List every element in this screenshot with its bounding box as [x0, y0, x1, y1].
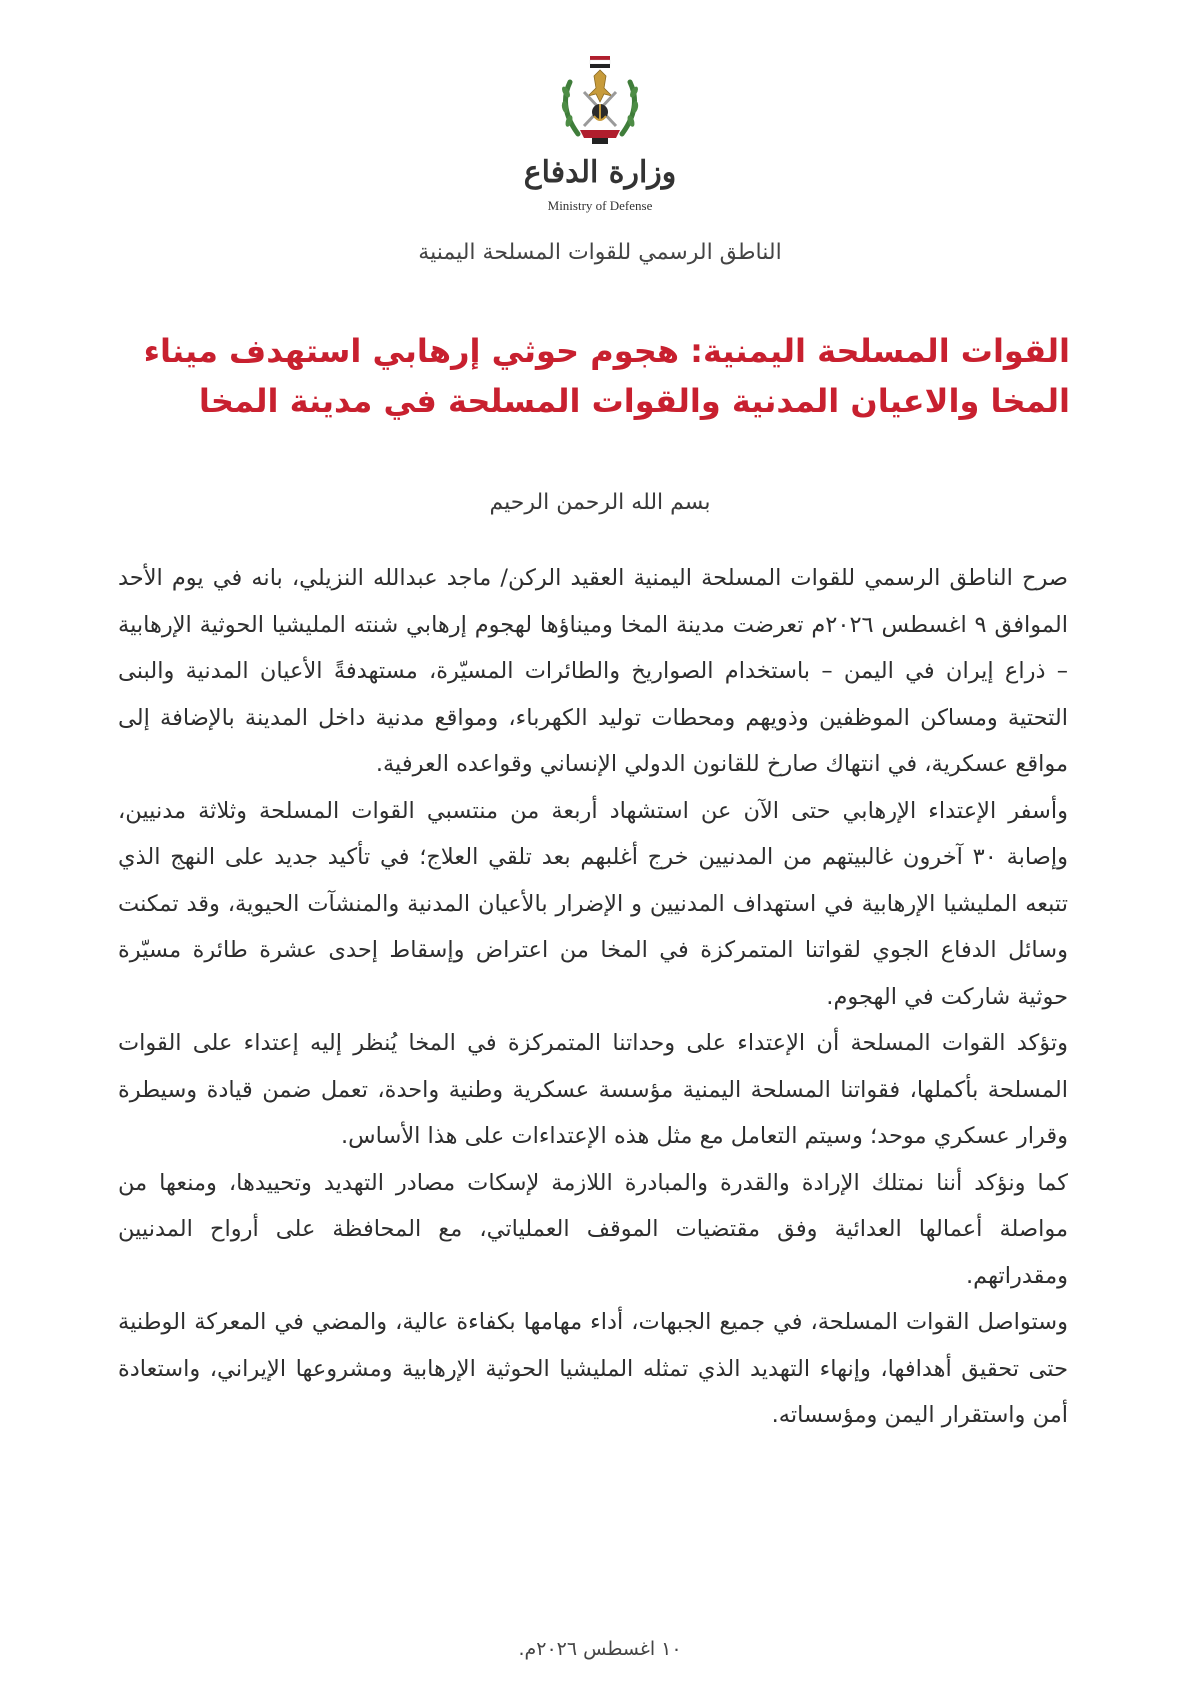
ministry-arabic-title: وزارة الدفاع — [523, 155, 677, 190]
paragraph-1: صرح الناطق الرسمي للقوات المسلحة اليمنية العقيد الركن/ ماجد عبدالله النزيلي، بانه في يوم الأحد الموافق ٩ اغسطس ٢٠٢٦م تعرضت مدينة المخا وميناؤها لهجوم إرهابي شنته المليشيا الحوثية الإرهابية – ذراع إيران في اليمن – باستخدام الصواريخ والطائرات المسيّرة، مستهدفةً الأعيان المدنية والبنى التحتية ومساكن الموظفين وذويهم ومحطات توليد الكهرباء، ومواقع مدنية داخل المدينة بالإضافة إلى مواقع عسكرية، في انتهاك صارخ للقانون الدولي الإنساني وقواعده العرفية. — [118, 565, 1068, 777]
ministry-english-title: Ministry of Defense — [547, 198, 653, 213]
basmala: بسم الله الرحمن الرحيم — [489, 490, 711, 515]
paragraph-4: كما ونؤكد أننا نمتلك الإرادة والقدرة والمبادرة اللازمة لإسكات مصادر التهديد وتحييدها، ومنعها من مواصلة أعمالها العدائية وفق مقتضيات الموقف العملياتي، مع المحافظة على أرواح المدنيين ومقدراتهم. — [118, 1169, 1068, 1289]
statement-body — [118, 555, 1068, 1439]
paragraph-2: وأسفر الإعتداء الإرهابي حتى الآن عن استشهاد أربعة من منتسبي القوات المسلحة وثلاثة مدنيين، وإصابة ٣٠ آخرون غالبيتهم من المدنيين خرج أغلبهم بعد تلقي العلاج؛ في تأكيد جديد على النهج الذي تتبعه المليشيا الإرهابية في استهداف المدنيين و الإضرار بالأعيان المدنية والمنشآت الحيوية، وقد تمكنت وسائل الدفاع الجوي لقواتنا المتمركزة في المخا من اعتراض وإسقاط إحدى عشرة طائرة مسيّرة حوثية شاركت في الهجوم. — [118, 797, 1068, 1010]
paragraph-5: وستواصل القوات المسلحة، في جميع الجبهات، أداء مهامها بكفاءة عالية، والمضي في المعركة الوطنية حتى تحقيق أهدافها، وإنهاء التهديد الذي تمثله المليشيا الحوثية الإرهابية ومشروعها الإيراني، واستعادة أمن واستقرار اليمن ومؤسساته. — [118, 1309, 1068, 1428]
page-headline: القوات المسلحة اليمنية: هجوم حوثي إرهابي استهدف ميناء المخا والاعيان المدنية والقوات المسلحة في مدينة المخا — [143, 332, 1070, 420]
ministry-of-defense-emblem-icon — [550, 52, 650, 152]
statement-date: ١٠ اغسطس ٢٠٢٦م. — [518, 1638, 682, 1660]
spokesperson-title: الناطق الرسمي للقوات المسلحة اليمنية — [418, 240, 782, 265]
paragraph-3: وتؤكد القوات المسلحة أن الإعتداء على وحداتنا المتمركزة في المخا يُنظر إليه إعتداء على القوات المسلحة بأكملها، فقواتنا المسلحة اليمنية مؤسسة عسكرية وطنية واحدة، تعمل ضمن قيادة وسيطرة وقرار عسكري موحد؛ وسيتم التعامل مع مثل هذه الإعتداءات على هذا الأساس. — [118, 1030, 1068, 1149]
